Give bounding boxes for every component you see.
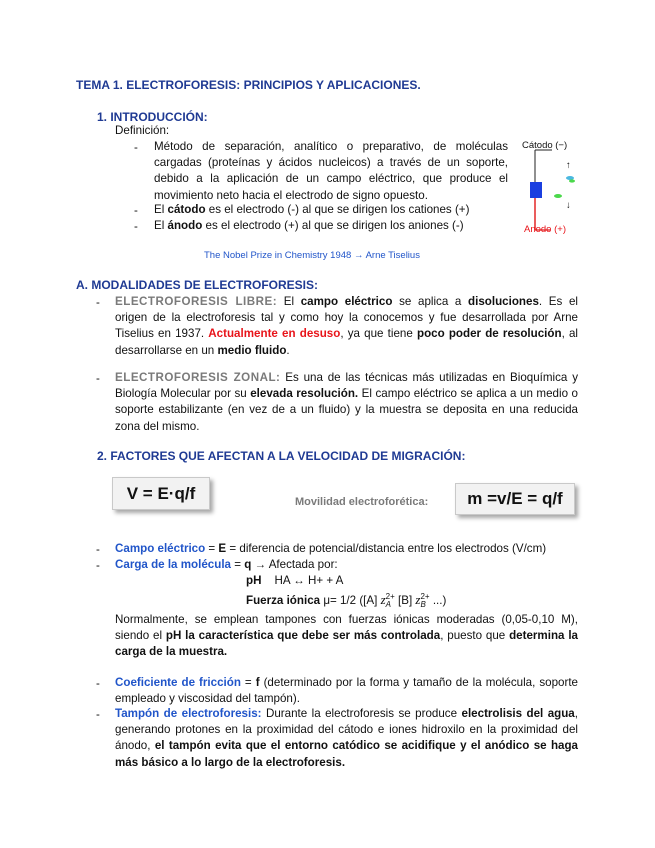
anodo-label: Anodo (+) — [524, 224, 566, 235]
electroforesis-zonal-paragraph: ELECTROFORESIS ZONAL: Es una de las técnicas más utilizadas en Bioquímica y Biología Molecular por su elevada resolución. El campo eléctrico se aplica a un medio o soporte estabilizante (en vez de a un fluido) y la muestra se deposita en una reducida zona del mismo. — [115, 371, 578, 433]
catodo-text: El cátodo es el electrodo (-) al que se dirigen los cationes (+) — [154, 203, 470, 216]
bullet-dash: - — [134, 141, 138, 154]
arrow-down-icon: ↓ — [566, 200, 571, 211]
velocity-formula: V = E·q/f — [126, 483, 196, 503]
bullet-dash: - — [134, 220, 138, 233]
carga-molecula-item: Carga de la molécula = q → Afectada por: — [115, 558, 338, 571]
tampon-electroforesis-item: Tampón de electroforesis: Durante la electroforesis se produce electrolisis del agua, generando protones en la proximidad del cátodo e iones hidroxilo en la proximidad del ánodo, el tampón evita que el entorno catódico se acidifique y el anódico se haga más básico a lo largo de la electroforesis. — [115, 707, 578, 769]
intro-heading: 1. INTRODUCCIÓN: — [97, 110, 208, 124]
bullet-dash: - — [96, 296, 100, 309]
bullet-dash: - — [96, 677, 100, 690]
nobel-prize-note: The Nobel Prize in Chemistry 1948 → Arne Tiselius — [204, 250, 420, 261]
campo-electrico-item: Campo eléctrico = E = diferencia de potencial/distancia entre los electrodos (V/cm) — [115, 542, 547, 555]
movilidad-label: Movilidad electroforética: — [295, 496, 429, 508]
ph-line: pH HA ↔ H+ + A — [246, 574, 344, 587]
modalidades-heading: A. MODALIDADES DE ELECTROFORESIS: — [76, 278, 319, 292]
electroforesis-libre-paragraph: ELECTROFORESIS LIBRE: El campo eléctrico se aplica a disoluciones. Es el origen de la electroforesis tal y como hoy la conocemos y fue desarrollada por Arne Tiselius en 1937. Actualmente en desuso, ya que tiene poco poder de resolución, al desarrollarse en un medio fluido. — [115, 295, 579, 357]
mobility-formula: m =v/E = q/f — [467, 489, 563, 508]
normalmente-paragraph: Normalmente, se emplean tampones con fuerzas iónicas moderadas (0,05-0,10 M), siendo el pH la característica que debe ser más controlada, puesto que determina la carga de la muestra. — [115, 613, 578, 659]
catodo-label: Cátodo (−) — [522, 140, 568, 151]
page-title: TEMA 1. ELECTROFORESIS: PRINCIPIOS Y APLICACIONES. — [76, 78, 421, 92]
factores-heading: 2. FACTORES QUE AFECTAN A LA VELOCIDAD DE MIGRACIÓN: — [97, 449, 466, 463]
anodo-text: El ánodo es el electrodo (+) al que se dirigen los aniones (-) — [154, 219, 464, 232]
fuerza-ionica-line: Fuerza iónica μ= 1/2 ([A] z 2+ A [B] z 2+ B ...) — [246, 591, 447, 609]
definition-text: Método de separación, analítico o preparativo, de moléculas cargadas (proteínas y ácidos nucleicos) a través de un soporte, debido a la aplicación de un campo eléctrico, que produce el movimiento neto hacia el electrodo de signo opuesto. — [154, 140, 508, 202]
bullet-dash: - — [96, 559, 100, 572]
mobility-formula-box — [455, 483, 575, 515]
arrow-up-icon: ↑ — [566, 160, 571, 171]
bullet-dash: - — [96, 543, 100, 556]
coeficiente-friccion-item: Coeficiente de fricción = f (determinado por la forma y tamaño de la molécula, soporte empleado y viscosidad del tampón). — [115, 676, 578, 706]
electrophoresis-diagram — [522, 138, 582, 236]
bullet-dash: - — [96, 708, 100, 721]
velocity-formula-box — [112, 477, 210, 510]
definicion-label: Definición: — [115, 124, 170, 137]
bullet-dash: - — [96, 372, 100, 385]
bullet-dash: - — [134, 204, 138, 217]
